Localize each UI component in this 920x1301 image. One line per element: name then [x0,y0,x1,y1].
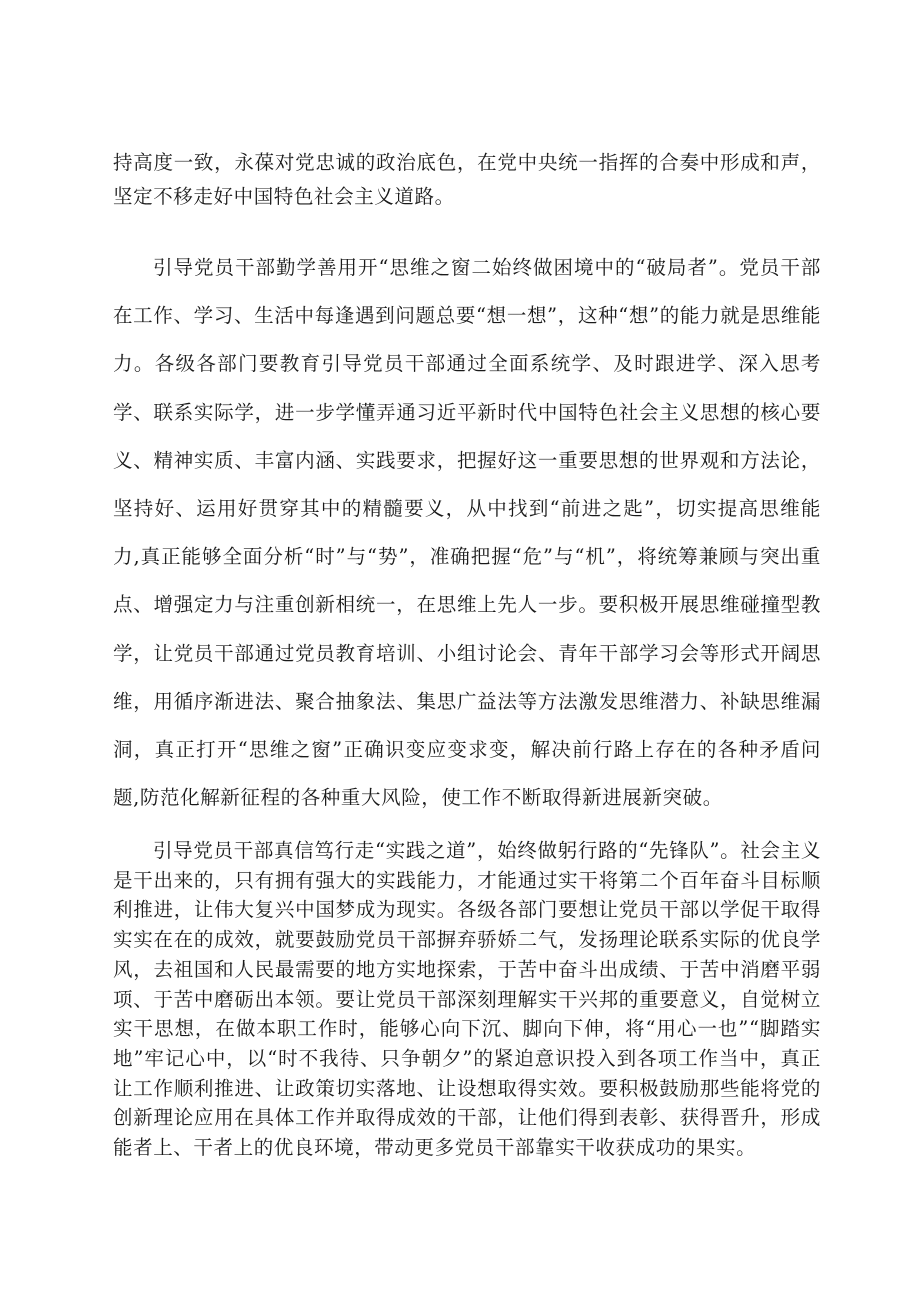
paragraph-thinking-window: 引导党员干部勤学善用开“思维之窗二始终做困境中的“破局者”。党员干部在工作、学习、生活中每逢遇到问题总要“想一想”，这种“想”的能力就是思维能力。各级各部门要教育引导党员干部通过全面系统学、及时跟进学、深入思考学、联系实际学，进一步学懂弄通习近平新时代中国特色社会主义思想的核心要义、精神实质、丰富内涵、实践要求，把握好这一重要思想的世界观和方法论，坚持好、运用好贯穿其中的精髓要义，从中找到“前进之匙”，切实提高思维能力,真正能够全面分析“时”与“势”，准确把握“危”与“机”，将统筹兼顾与突出重点、增强定力与注重创新相统一，在思维上先人一步。要积极开展思维碰撞型教学，让党员干部通过党员教育培训、小组讨论会、青年干部学习会等形式开阔思维，用循序渐进法、聚合抽象法、集思广益法等方法激发思维潜力、补缺思维漏洞，真正打开“思维之窗”正确识变应变求变，解决前行路上存在的各种矛盾问题,防范化解新征程的各种重大风险，使工作不断取得新进展新突破。 [113,256,821,810]
paragraph-practice-path: 引导党员干部真信笃行走“实践之道”，始终做躬行路的“先锋队”。社会主义是干出来的，只有拥有强大的实践能力，才能通过实干将第二个百年奋斗目标顺利推进，让伟大复兴中国梦成为现实。各级各部门要想让党员干部以学促干取得实实在在的成效，就要鼓励党员干部摒弃骄娇二气，发扬理论联系实际的优良学风，去祖国和人民最需要的地方实地探索，于苦中奋斗出成绩、于苦中消磨平弱项、于苦中磨砺出本领。要让党员干部深刻理解实干兴邦的重要意义，自觉树立实干思想，在做本职工作时，能够心向下沉、脚向下伸，将“用心一也”“脚踏实地”牢记心中，以“时不我待、只争朝夕”的紧迫意识投入到各项工作当中，真正让工作顺利推进、让政策切实落地、让设想取得实效。要积极鼓励那些能将党的创新理论应用在具体工作并取得成效的干部，让他们得到表彰、获得晋升，形成能者上、干者上的优良环境，带动更多党员干部靠实干收获成功的果实。 [113,839,821,1160]
document-page [113,0,821,1301]
paragraph-continuation: 持高度一致，永葆对党忠诚的政治底色，在党中央统一指挥的合奏中形成和声，坚定不移走好中国特色社会主义道路。 [113,151,821,208]
